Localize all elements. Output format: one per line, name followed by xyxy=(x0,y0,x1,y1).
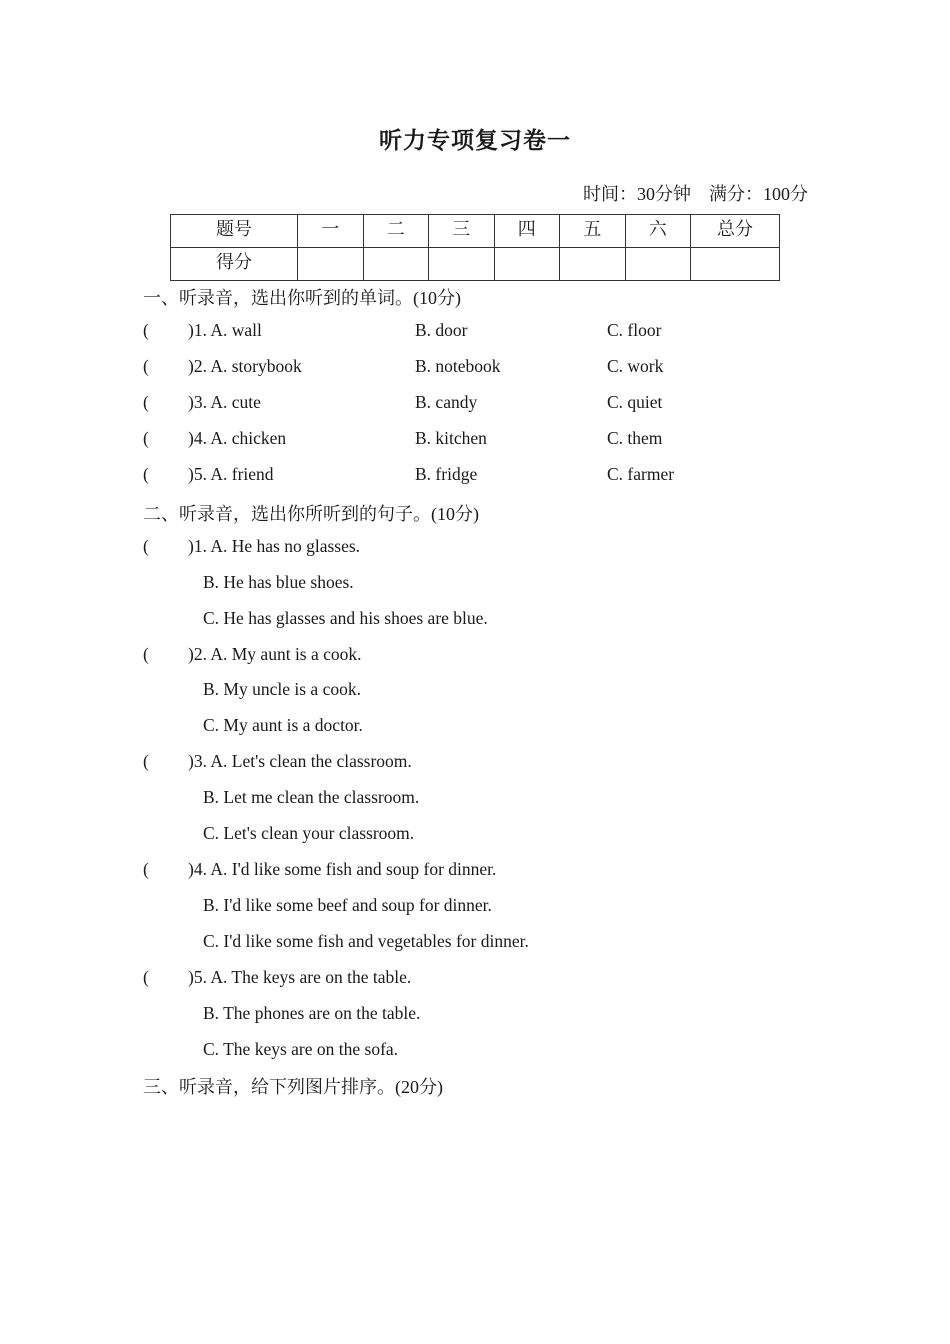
header-cell: 总分 xyxy=(691,215,780,248)
page-title: 听力专项复习卷一 xyxy=(379,128,571,154)
answer-paren[interactable]: ( xyxy=(143,967,149,987)
score-row-label: 得分 xyxy=(171,248,298,281)
option-b: B. kitchen xyxy=(415,428,487,448)
answer-paren[interactable]: ( xyxy=(143,320,149,340)
option-c: C. The keys are on the sofa. xyxy=(203,1039,399,1059)
score-cell[interactable] xyxy=(625,248,691,281)
option-a: )3. A. Let's clean the classroom. xyxy=(188,751,412,771)
option-a: )3. A. cute xyxy=(188,392,261,412)
option-b: B. candy xyxy=(415,392,478,412)
header-cell: 二 xyxy=(363,215,429,248)
score-table-header-row xyxy=(171,215,780,248)
section-2-heading: 二、听录音，选出你所听到的句子。(10分) xyxy=(143,504,479,524)
answer-paren[interactable]: ( xyxy=(143,464,149,484)
option-b: B. notebook xyxy=(415,356,501,376)
answer-paren[interactable]: ( xyxy=(143,536,149,556)
score-cell[interactable] xyxy=(560,248,626,281)
option-c: C. work xyxy=(607,356,664,376)
option-a: )4. A. chicken xyxy=(188,428,287,448)
header-cell: 五 xyxy=(560,215,626,248)
answer-paren[interactable]: ( xyxy=(143,859,149,879)
answer-paren[interactable]: ( xyxy=(143,356,149,376)
option-a: )4. A. I'd like some fish and soup for dinner. xyxy=(188,859,497,879)
answer-paren[interactable]: ( xyxy=(143,392,149,412)
score-table xyxy=(170,214,780,281)
score-cell[interactable] xyxy=(363,248,429,281)
option-c: C. quiet xyxy=(607,392,663,412)
section-1-heading: 一、听录音，选出你听到的单词。(10分) xyxy=(143,288,461,308)
option-a: )1. A. He has no glasses. xyxy=(188,536,361,556)
option-c: C. farmer xyxy=(607,464,675,484)
option-a: )1. A. wall xyxy=(188,320,262,340)
full-score: 满分：100分 xyxy=(709,184,808,204)
score-table-score-row xyxy=(171,248,780,281)
option-b: B. door xyxy=(415,320,468,340)
score-cell[interactable] xyxy=(691,248,780,281)
option-b: B. I'd like some beef and soup for dinner. xyxy=(203,895,492,915)
option-b: B. Let me clean the classroom. xyxy=(203,787,420,807)
option-c: C. He has glasses and his shoes are blue. xyxy=(203,608,488,628)
option-b: B. My uncle is a cook. xyxy=(203,679,361,699)
option-a: )2. A. My aunt is a cook. xyxy=(188,644,362,664)
exam-meta xyxy=(583,180,808,206)
score-cell[interactable] xyxy=(494,248,560,281)
section-3-heading: 三、听录音，给下列图片排序。(20分) xyxy=(143,1077,443,1097)
option-b: B. The phones are on the table. xyxy=(203,1003,421,1023)
score-cell[interactable] xyxy=(429,248,495,281)
score-cell[interactable] xyxy=(298,248,364,281)
option-b: B. He has blue shoes. xyxy=(203,572,354,592)
option-c: C. Let's clean your classroom. xyxy=(203,823,415,843)
header-cell: 六 xyxy=(625,215,691,248)
option-c: C. them xyxy=(607,428,663,448)
option-b: B. fridge xyxy=(415,464,478,484)
option-a: )5. A. The keys are on the table. xyxy=(188,967,412,987)
header-cell: 一 xyxy=(298,215,364,248)
answer-paren[interactable]: ( xyxy=(143,428,149,448)
answer-paren[interactable]: ( xyxy=(143,644,149,664)
answer-paren[interactable]: ( xyxy=(143,751,149,771)
header-cell: 四 xyxy=(494,215,560,248)
option-a: )2. A. storybook xyxy=(188,356,302,376)
option-c: C. I'd like some fish and vegetables for dinner. xyxy=(203,931,529,951)
option-c: C. floor xyxy=(607,320,662,340)
option-c: C. My aunt is a doctor. xyxy=(203,715,363,735)
time-limit: 时间：30分钟 xyxy=(583,184,691,204)
header-cell: 三 xyxy=(429,215,495,248)
option-a: )5. A. friend xyxy=(188,464,274,484)
header-cell: 题号 xyxy=(171,215,298,248)
